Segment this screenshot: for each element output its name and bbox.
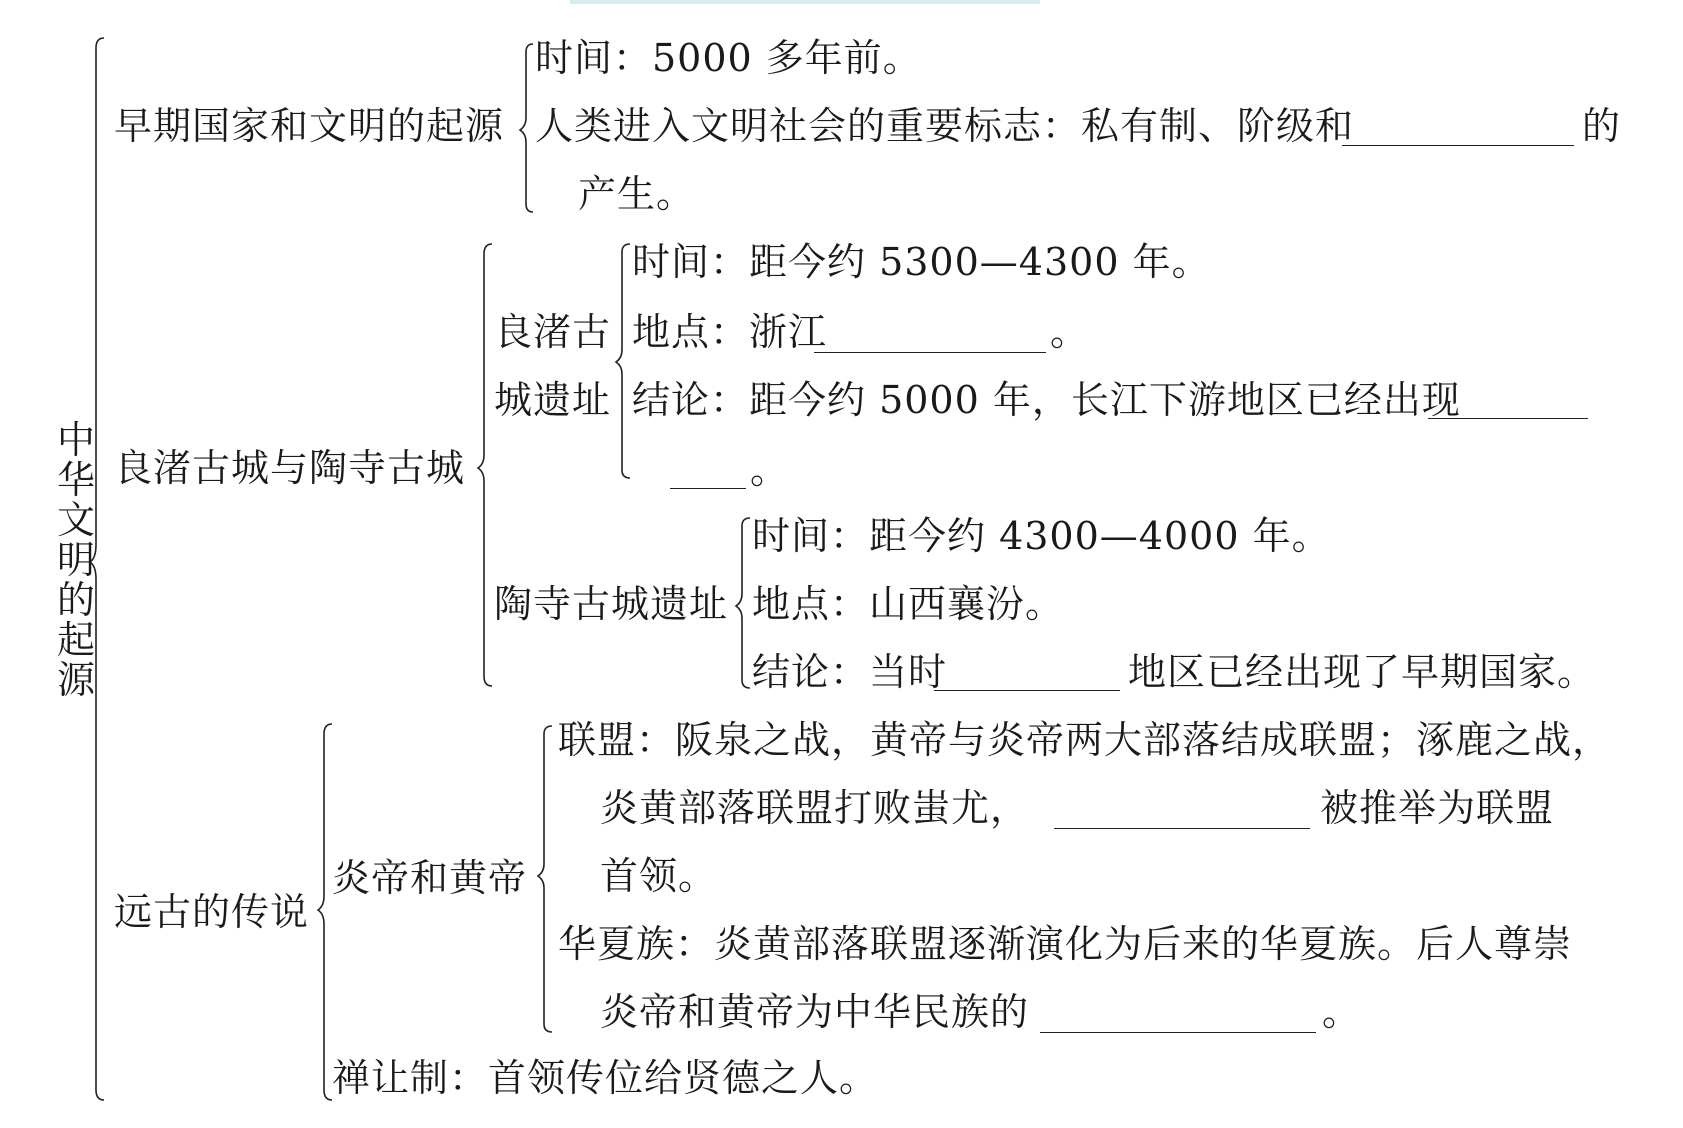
early-brace (520, 44, 533, 212)
blank-line (670, 488, 746, 489)
liangzhu-name-line2: 城遗址 (494, 378, 612, 422)
liangzhu-taosi-brace (478, 244, 492, 686)
early-sign-suffix: 的 (1582, 104, 1622, 148)
root-title: 中华文明的起源 (56, 418, 95, 702)
taosi-brace (736, 518, 750, 688)
liangzhu-place: 地点：浙江 (632, 310, 828, 354)
alliance-line3: 首领。 (600, 854, 718, 898)
taosi-name: 陶寺古城遗址 (494, 582, 729, 626)
legends-title: 远古的传说 (114, 890, 310, 934)
liangzhu-conclusion-suffix: 。 (750, 448, 790, 492)
liangzhu-conclusion: 结论：距今约 5000 年，长江下游地区已经出现 (632, 378, 1461, 422)
taosi-conclusion: 结论：当时 (752, 650, 948, 694)
liangzhu-place-suffix: 。 (1050, 310, 1090, 354)
alliance-line1: 联盟：阪泉之战，黄帝与炎帝两大部落结成联盟；涿鹿之战， (558, 718, 1612, 762)
early-time: 时间：5000 多年前。 (535, 36, 922, 80)
huaxia-line2: 炎帝和黄帝为中华民族的 (600, 990, 1030, 1034)
blank-line (1342, 145, 1574, 146)
abdication-text: 禅让制：首领传位给贤德之人。 (332, 1056, 879, 1100)
taosi-place: 地点：山西襄汾。 (752, 582, 1065, 626)
huaxia-line2-suffix: 。 (1322, 990, 1362, 1034)
liangzhu-name-line1: 良渚古 (494, 310, 612, 354)
early-sign-text: 人类进入文明社会的重要标志：私有制、阶级和 (535, 104, 1355, 148)
liangzhu-time: 时间：距今约 5300—4300 年。 (632, 240, 1211, 284)
huaxia-line1: 华夏族：炎黄部落联盟逐渐演化为后来的华夏族。后人尊崇 (558, 922, 1573, 966)
early-sign-continuation: 产生。 (578, 172, 696, 216)
blank-line (934, 690, 1120, 691)
liangzhu-taosi-title: 良渚古城与陶寺古城 (114, 446, 466, 490)
yan-huang-brace (538, 726, 552, 1032)
blank-line (1428, 418, 1588, 419)
blank-line (1040, 1032, 1316, 1033)
blank-line (814, 352, 1046, 353)
liangzhu-brace (616, 244, 630, 478)
legends-brace (318, 724, 332, 1100)
early-section-title: 早期国家和文明的起源 (114, 104, 505, 148)
alliance-line2-suffix: 被推举为联盟 (1320, 786, 1555, 830)
yan-huang-name: 炎帝和黄帝 (332, 856, 528, 900)
blank-line (1054, 828, 1310, 829)
alliance-line2: 炎黄部落联盟打败蚩尤， (600, 786, 1030, 830)
taosi-time: 时间：距今约 4300—4000 年。 (752, 514, 1331, 558)
taosi-conclusion-suffix: 地区已经出现了早期国家。 (1128, 650, 1597, 694)
